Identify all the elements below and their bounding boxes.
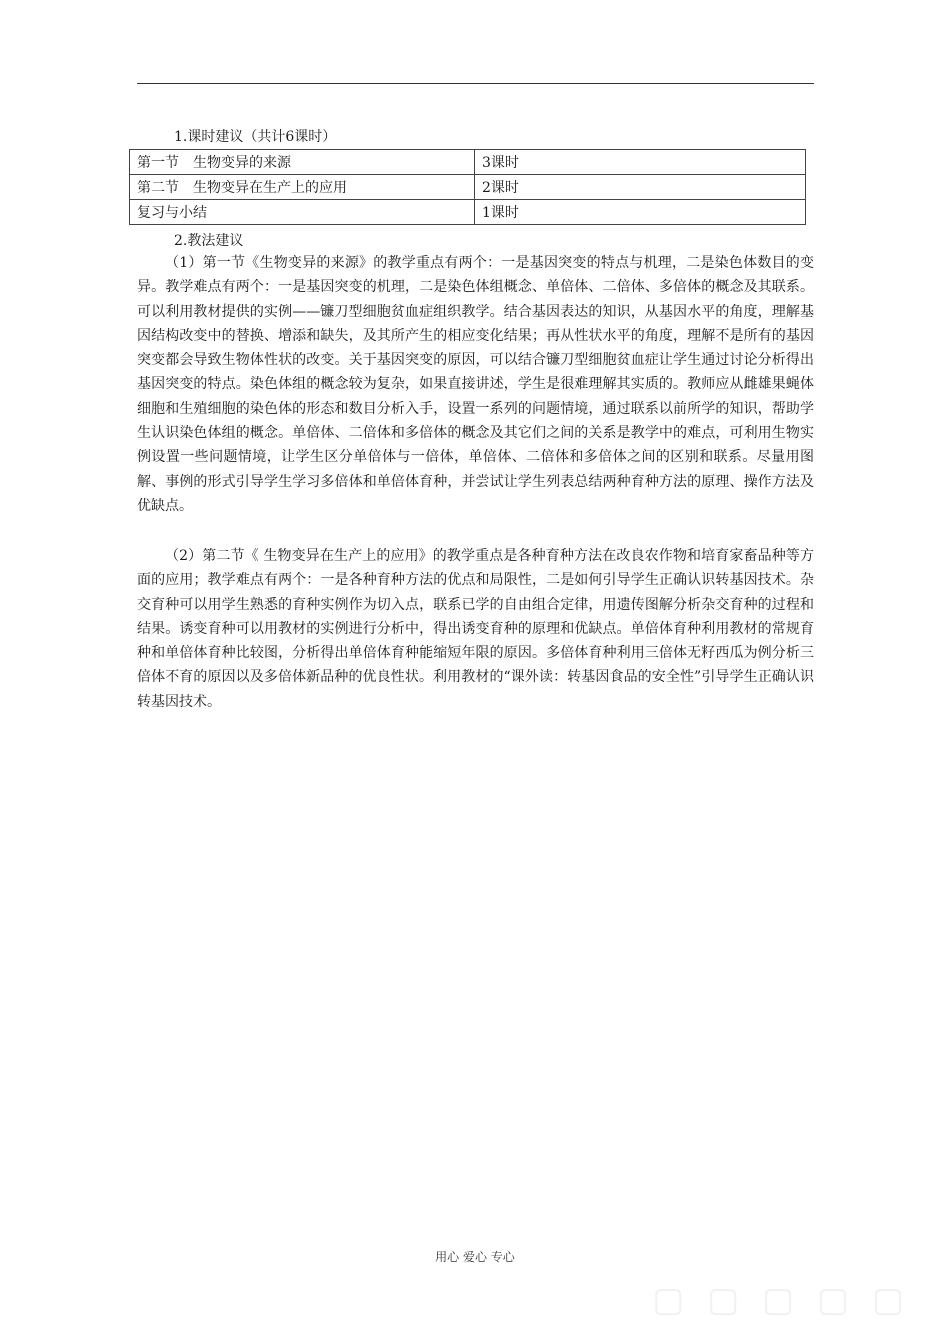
watermark-logo: ▢ ▢ ▢ ▢ ▢ (652, 1280, 910, 1320)
paragraph-section-one: （1）第一节《生物变异的来源》的教学重点有两个：一是基因突变的特点与机理，二是染色体数目的变异。教学难点有两个：一是基因突变的机理，二是染色体组概念、单倍体、二倍体、多倍体的概念及其联系。可以利用教材提供的实例——镰刀型细胞贫血症组织教学。结合基因表达的知识，从基因水平的角度，理解基因结构改变中的替换、增添和缺失，及其所产生的相应变化结果；再从性状水平的角度，理解不是所有的基因突变都会导致生物体性状的改变。关于基因突变的原因，可以结合镰刀型细胞贫血症让学生通过讨论分析得出基因突变的特点。染色体组的概念较为复杂，如果直接讲述，学生是很难理解其实质的。教师应从雌雄果蝇体细胞和生殖细胞的染色体的形态和数目分析入手，设置一系列的问题情境，通过联系以前所学的知识，帮助学生认识染色体组的概念。单倍体、二倍体和多倍体的概念及其它们之间的关系是教学中的难点，可利用生物实例设置一些问题情境，让学生区分单倍体与一倍体，单倍体、二倍体和多倍体之间的区别和联系。尽量用图解、事例的形式引导学生学习多倍体和单倍体育种，并尝试让学生列表总结两种育种方法的原理、操作方法及优缺点。 (137, 255, 814, 514)
paragraph-section-two: （2）第二节《 生物变异在生产上的应用》的教学重点是各种育种方法在改良农作物和培育家畜品种等方面的应用；教学难点有两个：一是各种育种方法的优点和局限性，二是如何引导学生正确认识转基因技术。杂交育种可以用学生熟悉的育种实例作为切入点，联系已学的自由组合定律，用遗传图解分析杂交育种的过程和结果。诱变育种可以用教材的实例进行分析中，得出诱变育种的原理和优缺点。单倍体育种利用教材的常规育种和单倍体育种比较图，分析得出单倍体育种能缩短年限的原因。多倍体育种利用三倍体无籽西瓜为例分析三倍体不育的原因以及多倍体新品种的优良性状。利用教材的“课外读：转基因食品的安全性”引导学生正确认识转基因技术。 (137, 548, 814, 710)
table-row (130, 200, 806, 225)
table-cell-hours: 1课时 (475, 200, 806, 225)
table-cell-topic: 复习与小结 (130, 200, 475, 225)
header-rule (137, 83, 814, 84)
page-footer: 用心 爱心 专心 (435, 1250, 515, 1264)
table-cell-topic: 第一节 生物变异的来源 (130, 150, 475, 175)
table-row (130, 175, 806, 200)
table-cell-topic: 第二节 生物变异在生产上的应用 (130, 175, 475, 200)
section-heading-methods: 2.教法建议 (174, 233, 244, 249)
table-cell-hours: 2课时 (475, 175, 806, 200)
section-heading-schedule: 1.课时建议（共计6课时） (174, 129, 337, 145)
table-row (130, 150, 806, 175)
table-cell-hours: 3课时 (475, 150, 806, 175)
schedule-table (129, 149, 806, 225)
